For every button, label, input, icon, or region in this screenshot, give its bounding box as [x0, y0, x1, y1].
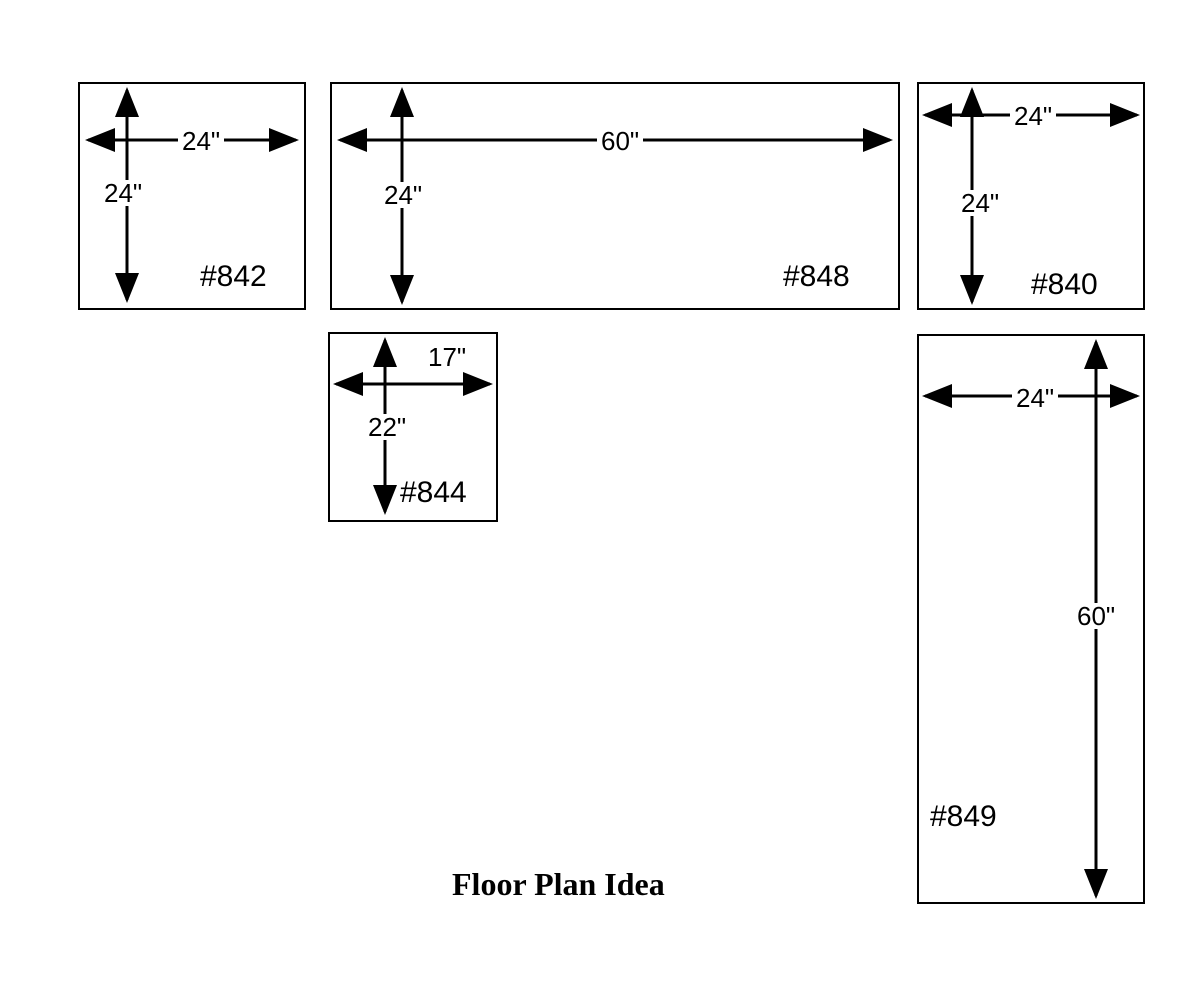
piece-label-842: #842: [200, 260, 267, 293]
dimension-width-844: 17": [424, 344, 470, 370]
piece-label-849: #849: [930, 800, 997, 833]
dimension-width-840: 24": [1010, 103, 1056, 129]
dimension-height-844: 22": [364, 414, 410, 440]
dimension-height-842: 24": [100, 180, 146, 206]
piece-label-848: #848: [783, 260, 850, 293]
dimension-height-840: 24": [957, 190, 1003, 216]
diagram-title: Floor Plan Idea: [452, 866, 665, 902]
piece-label-844: #844: [400, 476, 467, 509]
dimension-width-848: 60": [597, 128, 643, 154]
dimension-width-842: 24": [178, 128, 224, 154]
dimension-width-849: 24": [1012, 385, 1058, 411]
dimension-height-848: 24": [380, 182, 426, 208]
piece-label-840: #840: [1031, 268, 1098, 301]
dimension-height-849: 60": [1073, 603, 1119, 629]
